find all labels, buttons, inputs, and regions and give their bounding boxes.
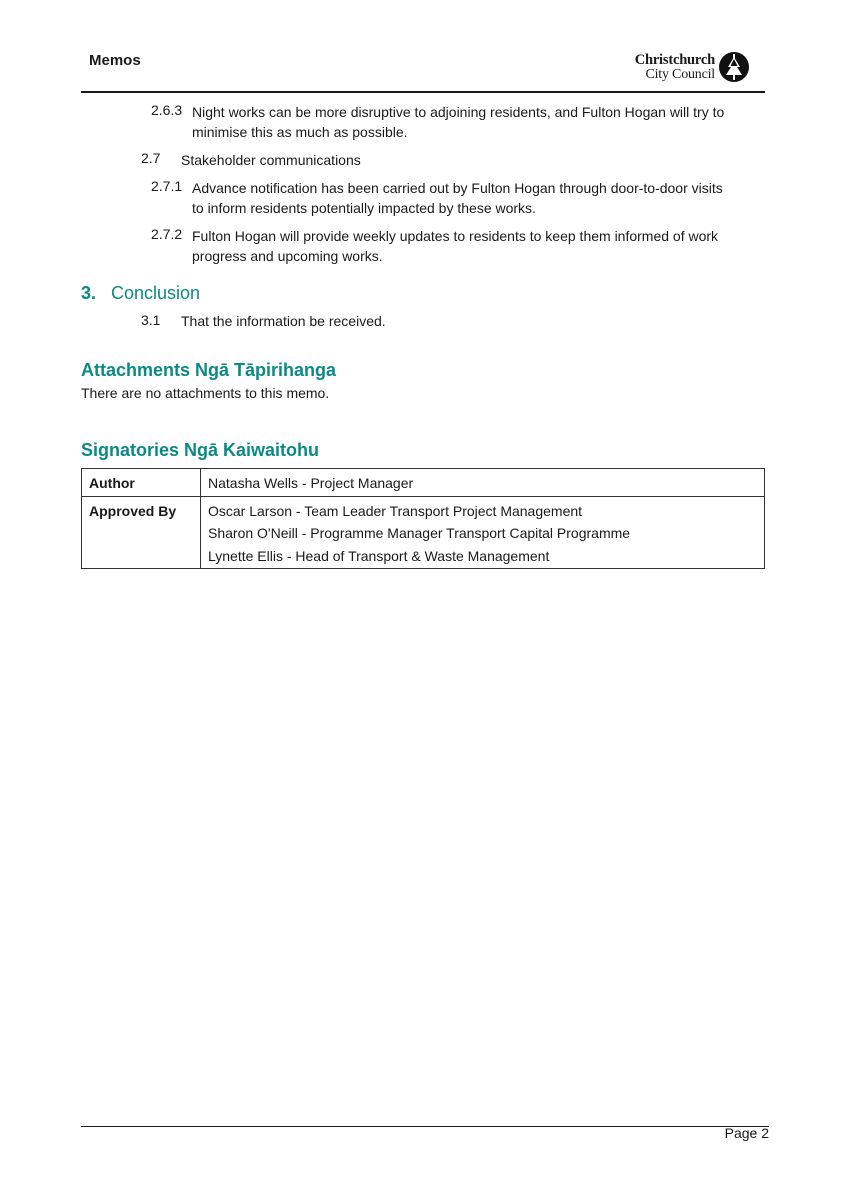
approvers-cell [201,496,765,569]
section-heading-signatories: Signatories Ngā Kaiwaitohu [81,440,320,460]
item-text-line: Night works can be more disruptive to adjoining residents, and Fulton Hogan will try to [192,104,725,120]
item-number: 3.1 [141,312,161,328]
item-text-line: Fulton Hogan will provide weekly updates to residents to keep them informed of work [192,228,719,244]
cathedral-logo-icon [718,51,750,83]
item-text: That the information be received. [181,313,386,329]
item-number: 2.6.3 [151,102,183,118]
item-number: 2.7.2 [151,226,183,242]
author-label: Author [82,469,201,497]
attachments-text: There are no attachments to this memo. [81,385,330,401]
approver-name: Lynette Ellis - Head of Transport & Waste Management [208,547,550,564]
approved-by-label: Approved By [82,496,201,569]
author-value: Natasha Wells - Project Manager [201,469,765,497]
table-row [82,496,765,569]
item-number: 2.7 [141,150,161,166]
item-number: 2.7.1 [151,178,183,194]
page-number: Page 2 [724,1125,769,1141]
item-text [192,226,718,266]
logo-line-1: Christchurch [634,52,715,68]
section-heading-conclusion: Conclusion [111,283,201,303]
item-text-line: minimise this as much as possible. [192,124,408,140]
section-number: 3. [81,283,97,303]
approver-name: Oscar Larson - Team Leader Transport Project Management [208,502,583,519]
council-logo [622,50,752,84]
item-text: Stakeholder communications [181,152,361,168]
section-heading-attachments: Attachments Ngā Tāpirihanga [81,360,337,380]
logo-line-2: City Council [645,67,715,82]
table-row [82,469,765,497]
item-text-line: to inform residents potentially impacted by these works. [192,200,536,216]
signatories-table [81,468,765,569]
footer-rule [81,1126,769,1127]
item-text [192,102,724,142]
header-rule [81,91,765,93]
item-text [192,178,723,218]
item-text-line: progress and upcoming works. [192,248,383,264]
item-text-line: Advance notification has been carried out by Fulton Hogan through door-to-door visits [192,180,723,196]
header-title: Memos [89,52,141,69]
approver-name: Sharon O'Neill - Programme Manager Transport Capital Programme [208,525,631,541]
